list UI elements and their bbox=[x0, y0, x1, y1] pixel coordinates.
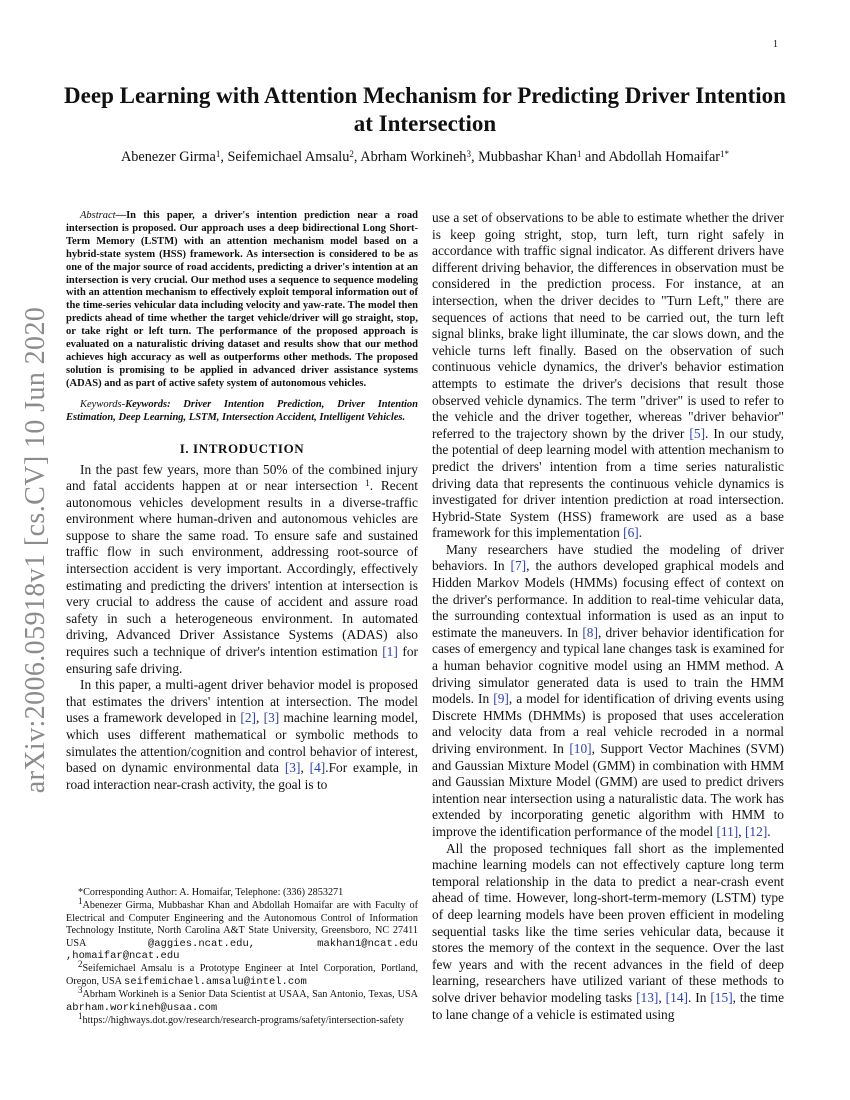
text-run: , a model for identification of driving events using Discrete HMMs (DHMMs) is proposed that uses acceleration and velocity data from a real vehicle recroded in a normal driving environment. In bbox=[432, 691, 784, 756]
text-run bbox=[255, 938, 317, 949]
citation-link[interactable]: [8] bbox=[582, 624, 598, 640]
text-run: . bbox=[767, 823, 771, 839]
citation-link[interactable]: [3] bbox=[284, 760, 301, 776]
paper-title: Deep Learning with Attention Mechanism for Predicting Driver Intention at Intersection bbox=[64, 83, 786, 136]
citation-link[interactable]: [13] bbox=[636, 989, 659, 1005]
footnote-mark: 1 bbox=[78, 1011, 83, 1022]
email-address: seifemichael.amsalu@intel.com bbox=[124, 975, 307, 988]
text-run: Many researchers have studied the modeling of driver behaviors. In bbox=[432, 541, 784, 574]
keywords-label: Keywords- bbox=[80, 398, 126, 410]
text-run: https://highways.dot.gov/research/research-programs/safety/intersection-safety bbox=[82, 1015, 404, 1027]
page-number: 1 bbox=[773, 39, 778, 50]
citation-link[interactable]: [1] bbox=[382, 644, 398, 660]
text-run: In the past few years, more than 50% of the combined injury and fatal accidents happen at or near intersection bbox=[66, 461, 418, 494]
citation-link[interactable]: [5] bbox=[689, 425, 706, 441]
citation-link[interactable]: [12] bbox=[744, 823, 768, 839]
text-run: , bbox=[738, 823, 745, 839]
author-affiliation-mark: 3 bbox=[466, 149, 471, 159]
citation-link[interactable]: [7] bbox=[510, 558, 527, 574]
citation-link[interactable]: [15] bbox=[710, 989, 733, 1005]
right-column bbox=[432, 210, 784, 1023]
body-paragraph bbox=[66, 677, 418, 793]
body-paragraph bbox=[432, 210, 784, 542]
author-separator: , bbox=[353, 149, 361, 165]
citation-link[interactable]: [14] bbox=[665, 989, 688, 1005]
citation-link[interactable]: [4] bbox=[309, 760, 326, 776]
body-paragraph bbox=[432, 542, 784, 841]
text-run: , bbox=[658, 989, 666, 1005]
text-run: Abenezer Girma, Mubbashar Khan and Abdollah Homaifar are with Faculty of Electrical and Computer Engineering and the Autonomous Control of Information Technology Institute, North Carolina A&T State University, Greensboro, NC 27411 USA bbox=[66, 900, 418, 949]
footnote-mark: 1 bbox=[78, 896, 83, 907]
footnote-mark: 2 bbox=[78, 959, 83, 970]
citation-link[interactable]: [2] bbox=[240, 710, 257, 726]
author-name: Abenezer Girma bbox=[120, 149, 216, 165]
author-affiliation-mark: 2 bbox=[349, 149, 354, 159]
citation-link[interactable]: [11] bbox=[716, 823, 739, 839]
author-separator: , bbox=[470, 149, 479, 165]
author-name: Abrham Workineh bbox=[360, 149, 467, 165]
footnote-mark: 3 bbox=[78, 985, 83, 996]
text-run: .For example, in road interaction near-crash activity, the goal is to bbox=[66, 760, 419, 792]
footnote-mark: 1 bbox=[365, 478, 370, 489]
text-run: Abrham Workineh is a Senior Data Scientist at USAA, San Antonio, Texas, USA bbox=[82, 989, 418, 1001]
arxiv-identifier-stamp bbox=[6, 300, 66, 800]
abstract-text: —In this paper, a driver's intention prediction near a road intersection is proposed. Our approach uses a deep bidirectional Long Short-Term Memory (LSTM) with an attention mechanism model based on a hybrid-state system (HSS) framework. As intersection is considered to be as one of the major source of road accidents, predicting a driver's intention at an intersection is very crucial. Our method uses a sequence to sequence modeling with an attention mechanism to effectively exploit temporal information out of the time-series vehicular data including velocity and yaw-rate. The model then predicts ahead of time whether the target vehicle/driver will go straight, stop, or take right or left turn. The performance of the proposed approach is evaluated on a naturalistic driving dataset and results show that our method achieves high accuracy as well as outperforms other methods. The proposed solution is promising to be applied in advanced driver assistance systems (ADAS) and as part of active safety system of autonomous vehicles. bbox=[66, 210, 418, 389]
text-run: . In bbox=[687, 989, 711, 1005]
email-address: makhan1@ncat.edu ,homaifar@ncat.edu bbox=[66, 937, 418, 963]
citation-link[interactable]: [9] bbox=[493, 691, 509, 707]
author-name: Abdollah Homaifar bbox=[608, 149, 721, 165]
text-run: . Recent autonomous vehicles development results in a diverse-traffic environment where human-driven and autonomous vehicles are suppose to share the same road. To ensure safe and sustained traffic flow in such environment, addressing root-source of intersection accident is very important. Accordingly, effectively estimating and predicting the drivers' intention at intersection is very crucial to address the cause of accident and assure road safety in such a heterogeneous environment. In automated driving, Advanced Driver Assistance Systems (ADAS) also requires such a technique of driver's intention estimation bbox=[66, 478, 418, 660]
citation-link[interactable]: [3] bbox=[263, 710, 280, 726]
email-address: abrham.workineh@usaa.com bbox=[66, 1001, 218, 1014]
footnote-item bbox=[66, 985, 418, 1014]
arxiv-identifier-text: arXiv:2006.05918v1 [cs.CV] 10 Jun 2020 bbox=[20, 306, 51, 794]
text-run: All the proposed techniques fall short as the implemented machine learning models can not effectively capture long term temporal relationship in the data to predict a near-crash event ahead of time. However, long-short-term-memory (LSTM) type of deep learning models have been proven efficient in modeling sequential tasks like the time series vehicular data, because it stores the memory of the context in the sequence. Over the last few years and with the recent advances in the field of deep learning, researchers have utilized variant of these methods to solve driver behavior modeling tasks bbox=[432, 840, 784, 1005]
author-name: Mubbashar Khan bbox=[478, 149, 577, 165]
text-run: , bbox=[256, 710, 264, 726]
text-run: for ensuring safe driving. bbox=[66, 644, 418, 676]
footnote-item bbox=[66, 887, 418, 899]
body-paragraph bbox=[66, 462, 418, 678]
citation-link[interactable]: [6] bbox=[623, 525, 639, 541]
text-run: machine learning model, which uses different mathematical or symbolic methods to simulates the attention/cognition and control behavior of interest, based on dynamic environmental data bbox=[66, 710, 418, 776]
text-run: . bbox=[638, 525, 643, 541]
text-run: use a set of observations to be able to estimate whether the driver is keep going stright, stop, turn left, turn right safely in accordance with traffic signal indicator. As different drivers have different driving behavior, the differences in observation must be considered in the prediction process. For instance, at an intersection, when the driver decides to "Turn Left," there are sequences of actions that need to be carried out, the turn left signal blinks, brake light illuminate, the car slows down, and the vehicle turns left finally. Based on the observation of such continuous vehicle dynamics, the driver's behavior estimation attempts to estimate the driver's decisions that result those observed vehicle dynamics. The term "driver" is used to refer to the vehicle and the driver together, whereas "driver behavior" referred to the trajectory shown by the driver bbox=[432, 210, 784, 441]
text-run: , bbox=[300, 760, 310, 776]
text-run: Seifemichael Amsalu is a Prototype Engineer at Intel Corporation, Portland, Oregon, USA bbox=[66, 963, 418, 987]
text-run: , the authors developed graphical models and Hidden Markov Models (HMMs) focusing effect of context on the driver's performance. In addition to real-time vehicular data, the surrounding contextual information is used as an input to estimate the maneuvers. In bbox=[432, 558, 784, 640]
section-heading-introduction: I. INTRODUCTION bbox=[179, 440, 305, 456]
body-paragraph bbox=[432, 841, 784, 1024]
footnote-item bbox=[66, 959, 418, 988]
keywords bbox=[66, 399, 418, 425]
abstract bbox=[66, 210, 418, 391]
keywords-text: Keywords: Driver Intention Prediction, Driver Intention Estimation, Deep Learning, LSTM, Intersection Accident, Intelligent Vehicles. bbox=[66, 398, 418, 423]
author-separator: , bbox=[220, 149, 228, 165]
text-run: In this paper, a multi-agent driver behavior model is proposed that estimates the drivers' intention at intersection. The model uses a framework developed in bbox=[66, 677, 418, 726]
author-name: Seifemichael Amsalu bbox=[227, 149, 350, 165]
footnote-item bbox=[66, 896, 418, 963]
text-run: , driver behavior identification for cases of emergency and typical lane changes task is examined for a human behavior cognitive model using an HMM method. A driving simulator generated data is used to train the HMM models. In bbox=[432, 624, 784, 707]
text-run: , Support Vector Machines (SVM) and Gaussian Mixture Model (GMM) in combination with HMM and Gaussian Mixture Model (GMM) are used to predict drivers intention near intersection using a naturalistic data. The work has extended by incorporating genetic algorithm with HMM to improve the identification performance of the model bbox=[432, 741, 785, 839]
footnotes bbox=[66, 887, 418, 1028]
author-list bbox=[60, 148, 790, 166]
author-affiliation-mark: 1 bbox=[576, 149, 582, 159]
author-affiliation-mark: 1 bbox=[215, 149, 221, 159]
text-run: . In our study, the potential of deep learning model with attention mechanism to predict the drivers' intention from a time series naturalistic driving data that represents the continuous vehicle dynamics is investigated for driver intention prediction at road intersection. Hybrid-State System (HSS) framework are used as a base framework for this implementation bbox=[432, 425, 784, 541]
email-address: @aggies.ncat.edu, bbox=[147, 937, 256, 950]
text-run: *Corresponding Author: A. Homaifar, Telephone: (336) 2853271 bbox=[78, 887, 344, 898]
introduction-body-left bbox=[66, 462, 418, 794]
text-run: , the time to lane change of a vehicle is estimated using bbox=[432, 989, 785, 1022]
author-affiliation-mark: 1* bbox=[720, 149, 730, 159]
footnote-item bbox=[66, 1011, 418, 1027]
author-separator: and bbox=[581, 149, 609, 165]
abstract-label: Abstract bbox=[80, 210, 116, 221]
left-column bbox=[66, 210, 418, 793]
citation-link[interactable]: [10] bbox=[569, 741, 592, 756]
